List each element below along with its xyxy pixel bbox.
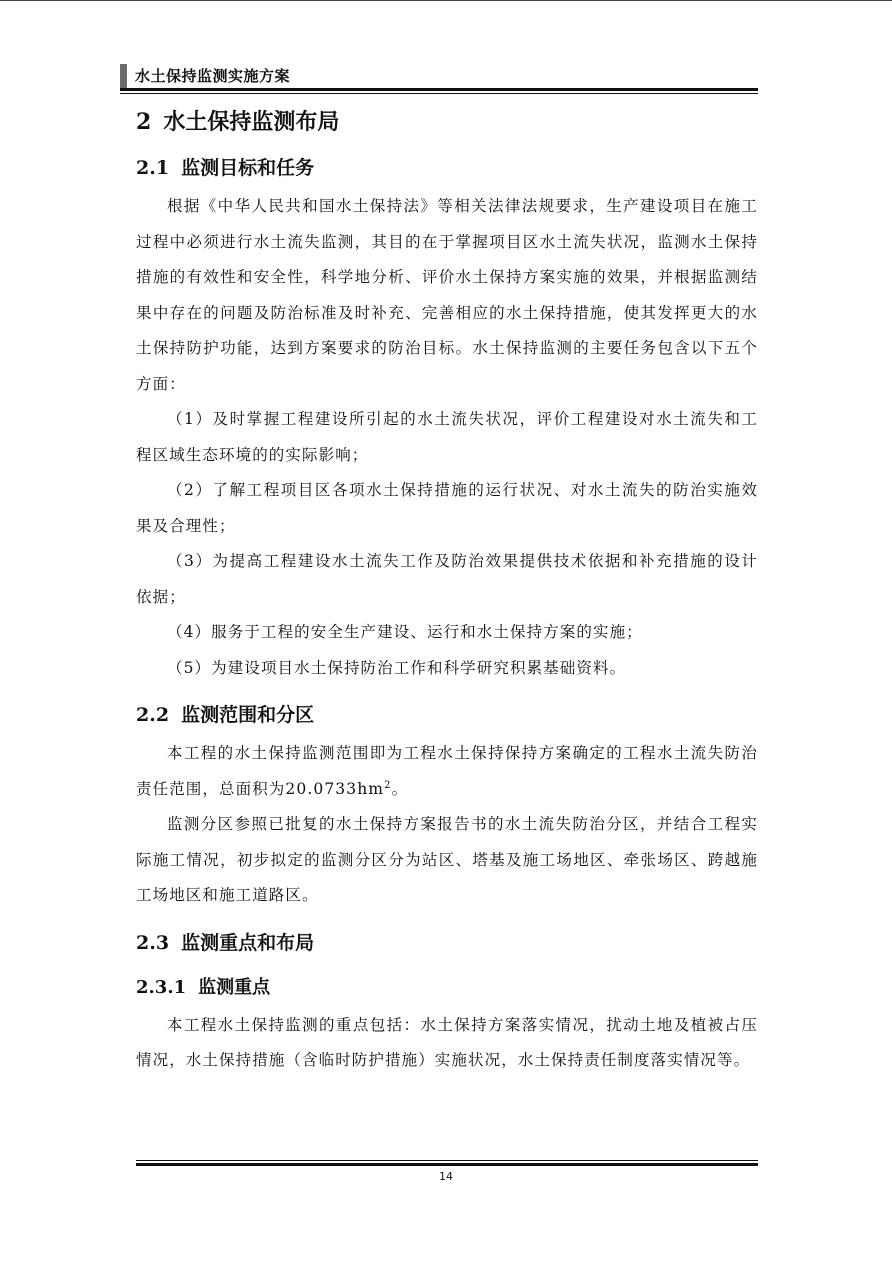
section-heading-2-1 [136,151,758,185]
list-item: （2）了解工程项目区各项水土保持措施的运行状况、对水土流失的防治实施效果及合理性； [136,481,758,535]
header-rule-thick [120,88,758,91]
paragraph: 本工程水土保持监测的重点包括：水土保持方案落实情况，扰动土地及植被占压情况，水土保持措施（含临时防护措施）实施状况，水土保持责任制度落实情况等。 [136,1015,758,1069]
paragraph [136,736,758,807]
footer-rule-thick [136,1163,758,1166]
page-number: 14 [439,1170,453,1183]
footer-rule-thin [136,1160,758,1161]
header-accent-bar [120,64,127,89]
document-body [136,105,758,1079]
total-area-value: 20.0733hm [285,779,385,798]
section-title: 监测范围和分区 [181,704,315,726]
section-title: 监测重点和布局 [181,931,315,954]
chapter-title: 水土保持监测布局 [163,109,340,135]
subsection-number: 2.3.1 [136,976,187,998]
running-header [120,62,758,92]
list-item: （5）为建设项目水土保持防治工作和科学研究积累基础资料。 [167,658,627,677]
subsection-title: 监测重点 [198,976,271,998]
footer-rules [136,1160,758,1166]
header-title: 水土保持监测实施方案 [135,67,291,85]
list-item: （4）服务于工程的安全生产建设、运行和水土保持方案的实施； [167,623,643,641]
section-number: 2.2 [136,704,170,726]
subsection-heading-2-3-1 [136,972,758,1004]
section-heading-2-3 [136,926,758,960]
section-number: 2.3 [136,931,170,954]
paragraph: 根据《中华人民共和国水土保持法》等相关法律法规要求，生产建设项目在施工过程中必须进行水土流失监测，其目的在于掌握项目区水土流失状况，监测水土保持措施的有效性和安全性，科学地分析、评价水土保持方案实施的效果，并根据监测结果中存在的问题及防治标准及时补充、完善相应的水土保持措施，使其发挥更大的水土保持防护功能，达到方案要求的防治目标。水土保持监测的主要任务包含以下五个方面： [136,197,758,393]
paragraph-end: 。 [391,779,409,798]
page-top-border [0,0,892,1]
chapter-number: 2 [136,109,152,135]
chapter-heading [136,105,758,139]
section-heading-2-2 [136,698,758,732]
list-item: （3）为提高工程建设水土流失工作及防治效果提供技术依据和补充措施的设计依据； [136,552,758,606]
section-title: 监测目标和任务 [181,157,315,179]
paragraph: 监测分区参照已批复的水土保持方案报告书的水土流失防治分区，并结合工程实际施工情况，初步拟定的监测分区分为站区、塔基及施工场地区、牵张场区、跨越施工场地区和施工道路区。 [136,815,758,904]
header-rule-thin [120,93,758,94]
list-item: （1）及时掌握工程建设所引起的水土流失状况，评价工程建设对水土流失和工程区域生态环境的的实际影响； [136,410,758,464]
section-number: 2.1 [136,157,170,179]
paragraph-text: 本工程的水土保持监测范围即为工程水土保持保持方案确定的工程水土流失防治责任范围，总面积为 [136,744,758,798]
area-unit-superscript: 2 [384,779,392,791]
